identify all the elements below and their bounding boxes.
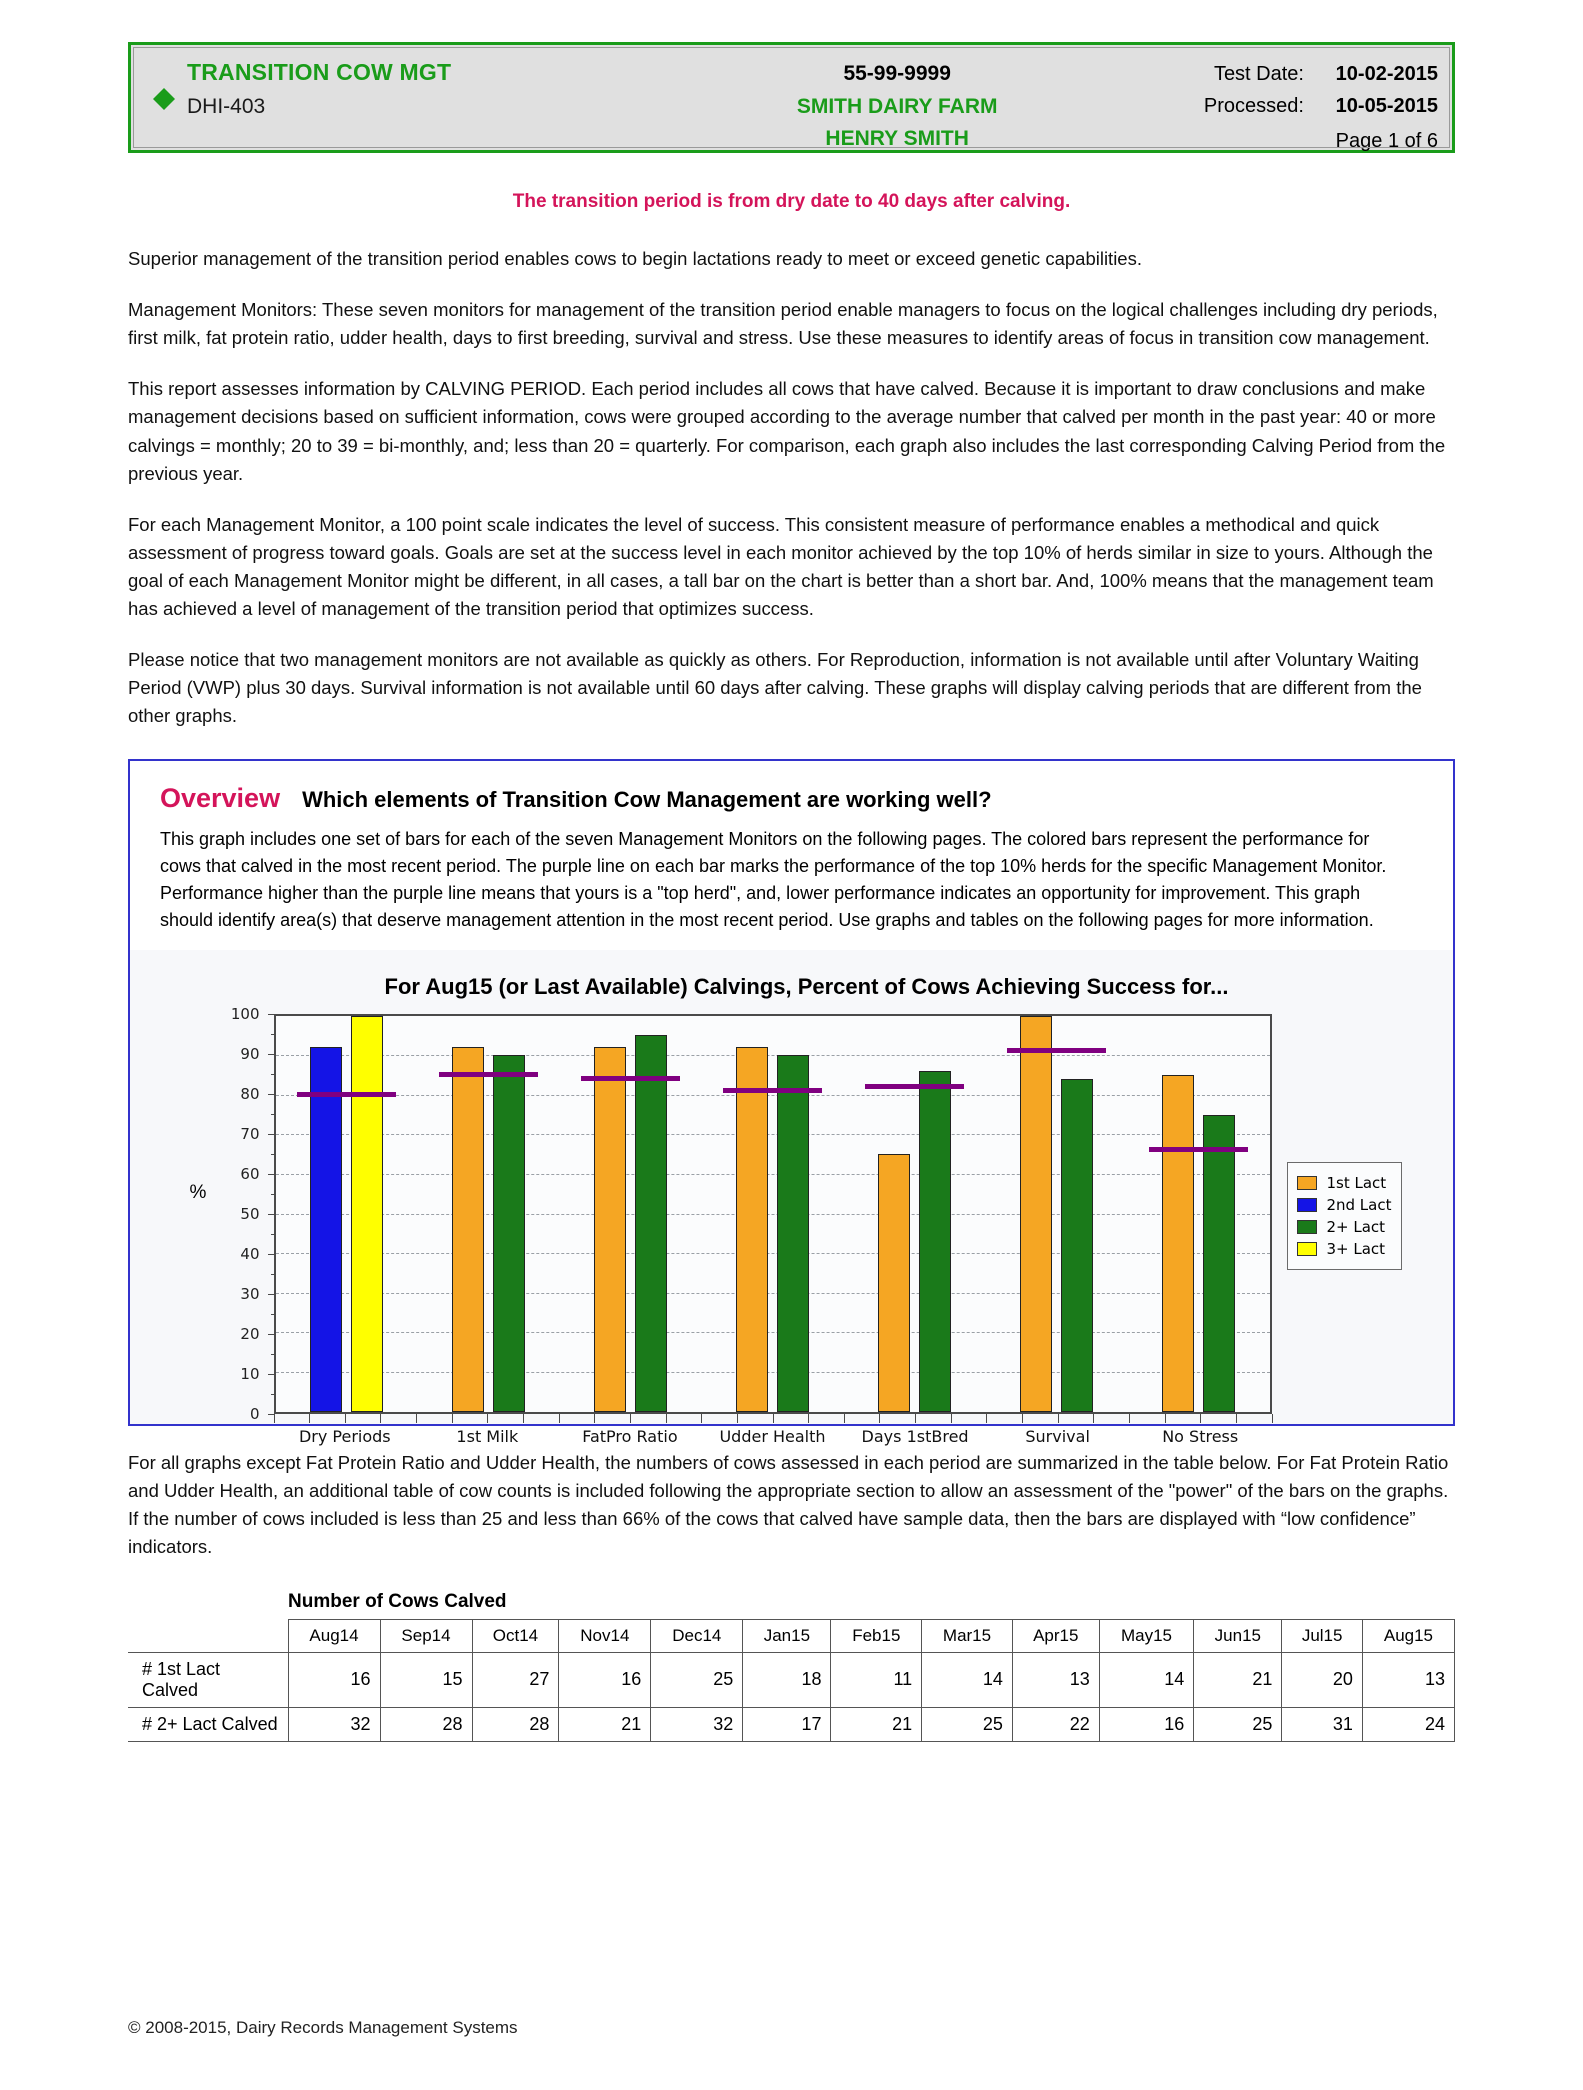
overview-chart xyxy=(130,950,1453,1446)
legend-swatch xyxy=(1297,1242,1317,1256)
y-tick-label: 50 xyxy=(240,1204,260,1223)
processed-row xyxy=(1109,90,1438,122)
x-tick-mark xyxy=(701,1414,702,1423)
y-tick-mark xyxy=(268,1254,275,1255)
y-tick-minor xyxy=(271,1114,275,1115)
chart-bar xyxy=(452,1047,484,1411)
y-tick-minor xyxy=(271,1194,275,1195)
chart-bar xyxy=(1203,1115,1235,1412)
x-tick-label: 1st Milk xyxy=(456,1426,519,1446)
y-tick-minor xyxy=(271,1234,275,1235)
table-cell: 32 xyxy=(288,1707,380,1741)
cows-table-title: Number of Cows Calved xyxy=(288,1590,507,1612)
herd-number: 55-99-9999 xyxy=(843,62,951,85)
x-tick-label: FatPro Ratio xyxy=(582,1426,678,1446)
table-column-header: Dec14 xyxy=(651,1619,743,1652)
x-tick-mark xyxy=(416,1414,417,1423)
intro-paragraph-2: Management Monitors: These seven monitors for management of the transition period enable managers to focus on the logical challenges including dry periods, first milk, fat protein ratio, udder health, days to first breeding, survival and stress. Use these measures to identify areas of focus in transition cow management. xyxy=(128,299,1438,349)
y-tick-label: 90 xyxy=(240,1044,260,1063)
transition-headline: The transition period is from dry date to 40 days after calving. xyxy=(512,191,1071,212)
table-cell: 21 xyxy=(1194,1652,1282,1707)
x-tick-mark xyxy=(737,1414,738,1423)
y-tick-minor xyxy=(271,1354,275,1355)
table-cell: 21 xyxy=(831,1707,922,1741)
chart-bar xyxy=(919,1071,951,1412)
goal-line xyxy=(439,1072,538,1077)
y-tick-mark xyxy=(268,1174,275,1175)
table-cell: 28 xyxy=(380,1707,472,1741)
table-column-header: Jul15 xyxy=(1282,1619,1362,1652)
legend-item xyxy=(1297,1196,1391,1214)
chart-bar xyxy=(493,1055,525,1411)
table-column-header: Aug15 xyxy=(1362,1619,1454,1652)
table-corner-cell xyxy=(128,1619,288,1652)
table-column-header: Apr15 xyxy=(1012,1619,1099,1652)
y-tick-label: 60 xyxy=(240,1164,260,1183)
x-tick-mark xyxy=(986,1414,987,1423)
legend-item xyxy=(1297,1240,1391,1258)
y-axis-ticks xyxy=(212,1004,268,1423)
table-column-header: Nov14 xyxy=(559,1619,651,1652)
gridline xyxy=(276,1372,1270,1373)
chart-plot-area xyxy=(172,1004,1412,1446)
intro-paragraph-1: Superior management of the transition period enables cows to begin lactations ready to meet or exceed genetic capabilities. xyxy=(128,248,1142,269)
table-column-header: Feb15 xyxy=(831,1619,922,1652)
x-tick-label: Days 1stBred xyxy=(861,1426,969,1446)
legend-label: 3+ Lact xyxy=(1326,1239,1386,1258)
table-cell: 16 xyxy=(288,1652,380,1707)
x-tick-mark xyxy=(309,1414,310,1423)
table-cell: 25 xyxy=(651,1652,743,1707)
legend-label: 1st Lact xyxy=(1326,1173,1387,1192)
x-tick-mark xyxy=(1165,1414,1166,1423)
legend-item xyxy=(1297,1174,1391,1192)
x-axis-labels xyxy=(274,1427,1272,1453)
legend-label: 2+ Lact xyxy=(1326,1217,1386,1236)
table-cell: 28 xyxy=(472,1707,559,1741)
table-cell: 25 xyxy=(1194,1707,1282,1741)
x-tick-label: Survival xyxy=(1025,1426,1090,1446)
processed-label: Processed: xyxy=(1203,95,1304,117)
table-cell: 32 xyxy=(651,1707,743,1741)
y-tick-mark xyxy=(268,1374,275,1375)
table-row-label: # 2+ Lact Calved xyxy=(128,1707,288,1741)
table-cell: 27 xyxy=(472,1652,559,1707)
y-tick-label: 70 xyxy=(240,1124,260,1143)
table-column-header: Mar15 xyxy=(922,1619,1013,1652)
chart-bar xyxy=(736,1047,768,1411)
table-cell: 16 xyxy=(559,1652,651,1707)
y-tick-mark xyxy=(268,1214,275,1215)
chart-bar xyxy=(351,1016,383,1412)
goal-line xyxy=(723,1088,822,1093)
table-cell: 11 xyxy=(831,1652,922,1707)
y-tick-minor xyxy=(271,1154,275,1155)
table-column-header: Oct14 xyxy=(472,1619,559,1652)
cows-calved-table xyxy=(128,1619,1455,1742)
x-tick-mark xyxy=(915,1414,916,1423)
header-center xyxy=(686,45,1109,150)
x-tick-mark xyxy=(1058,1414,1059,1423)
x-tick-mark xyxy=(1093,1414,1094,1423)
y-tick-mark xyxy=(268,1014,275,1015)
y-tick-label: 40 xyxy=(240,1244,260,1263)
chart-bar xyxy=(1061,1079,1093,1412)
table-row xyxy=(128,1652,1455,1707)
y-tick-mark xyxy=(268,1294,275,1295)
y-axis-label: % xyxy=(189,1181,207,1203)
chart-legend xyxy=(1287,1162,1401,1270)
goal-line xyxy=(865,1084,964,1089)
y-tick-minor xyxy=(271,1274,275,1275)
x-tick-mark xyxy=(1022,1414,1023,1423)
gridline xyxy=(276,1293,1270,1294)
overview-description: This graph includes one set of bars for each of the seven Management Monitors on the following pages. The colored bars represent the performance for cows that calved in the most recent period. The purple line on each bar marks the performance of the top 10% herds for the specific Management Monitor. Performance higher than the purple line means that yours is a "top herd", and, lower performance indicates an opportunity for improvement. This graph should identify area(s) that deserve management attention in the most recent period. Use graphs and tables on the following pages for more information. xyxy=(160,828,1387,930)
table-cell: 13 xyxy=(1362,1652,1454,1707)
legend-swatch xyxy=(1297,1176,1317,1190)
x-tick-mark xyxy=(380,1414,381,1423)
gridline xyxy=(276,1095,1270,1096)
x-tick-mark xyxy=(487,1414,488,1423)
legend-label: 2nd Lact xyxy=(1326,1195,1392,1214)
x-tick-mark xyxy=(879,1414,880,1423)
x-tick-mark xyxy=(844,1414,845,1423)
legend-swatch xyxy=(1297,1220,1317,1234)
x-tick-mark xyxy=(1236,1414,1237,1423)
header-left xyxy=(131,45,686,150)
y-tick-mark xyxy=(268,1334,275,1335)
y-tick-label: 10 xyxy=(240,1364,260,1383)
table-row-label: # 1st Lact Calved xyxy=(128,1652,288,1707)
goal-line xyxy=(297,1092,396,1097)
table-column-header: Jan15 xyxy=(743,1619,831,1652)
x-tick-mark xyxy=(808,1414,809,1423)
report-page xyxy=(0,42,1583,2090)
test-date-row xyxy=(1109,58,1438,90)
x-tick-mark xyxy=(1272,1414,1273,1423)
intro-paragraph-3: This report assesses information by CALVING PERIOD. Each period includes all cows that have calved. Because it is important to draw conclusions and make management decisions based on sufficient information, cows were grouped according to the average number that calved per month in the past year: 40 or more calvings = monthly; 20 to 39 = bi-monthly, and; less than 20 = quarterly. For comparison, each graph also includes the last corresponding Calving Period from the previous year. xyxy=(128,378,1446,484)
test-date-value: 10-02-2015 xyxy=(1335,63,1438,85)
y-tick-label: 80 xyxy=(240,1084,260,1103)
chart-bar xyxy=(594,1047,626,1411)
goal-line xyxy=(1149,1147,1248,1152)
report-header xyxy=(128,42,1455,153)
footer-copyright: © 2008-2015, Dairy Records Management Systems xyxy=(128,2018,518,2037)
y-tick-label: 100 xyxy=(230,1004,260,1023)
x-tick-mark xyxy=(630,1414,631,1423)
gridline xyxy=(276,1174,1270,1175)
owner-name: HENRY SMITH xyxy=(825,127,969,151)
x-tick-label: Dry Periods xyxy=(298,1426,391,1446)
table-cell: 18 xyxy=(743,1652,831,1707)
processed-value: 10-05-2015 xyxy=(1335,95,1438,117)
table-cell: 22 xyxy=(1012,1707,1099,1741)
chart-bar xyxy=(777,1055,809,1411)
x-tick-mark xyxy=(523,1414,524,1423)
table-header-row xyxy=(128,1619,1455,1652)
table-explanation: For all graphs except Fat Protein Ratio and Udder Health, the numbers of cows assessed in each period are summarized in the table below. For Fat Protein Ratio and Udder Health, an additional table of cow counts is included following the appropriate section to allow an assessment of the "power" of the bars on the graphs. If the number of cows included is less than 25 and less than 66% of the cows that calved have sample data, then the bars are displayed with “low confidence” indicators. xyxy=(128,1451,1449,1557)
table-column-header: Aug14 xyxy=(288,1619,380,1652)
table-column-header: May15 xyxy=(1099,1619,1194,1652)
x-tick-mark xyxy=(1129,1414,1130,1423)
header-right xyxy=(1109,45,1452,150)
y-tick-label: 0 xyxy=(249,1404,260,1423)
table-cell: 16 xyxy=(1099,1707,1194,1741)
table-row xyxy=(128,1707,1455,1741)
x-tick-mark xyxy=(951,1414,952,1423)
chart-title: For Aug15 (or Last Available) Calvings, Percent of Cows Achieving Success for... xyxy=(384,973,1229,999)
table-cell: 24 xyxy=(1362,1707,1454,1741)
x-tick-label: Udder Health xyxy=(719,1426,826,1446)
chart-axes xyxy=(274,1014,1272,1414)
table-cell: 17 xyxy=(743,1707,831,1741)
intro-paragraph-5: Please notice that two management monitors are not available as quickly as others. For Reproduction, information is not available until after Voluntary Waiting Period (VWP) plus 30 days. Survival information is not available until 60 days after calving. These graphs will display calving periods that are different from the other graphs. xyxy=(128,649,1422,727)
chart-bar xyxy=(1162,1075,1194,1412)
chart-bar xyxy=(1020,1016,1052,1412)
gridline xyxy=(276,1332,1270,1333)
x-tick-mark xyxy=(559,1414,560,1423)
table-column-header: Jun15 xyxy=(1194,1619,1282,1652)
y-tick-minor xyxy=(271,1074,275,1075)
gridline xyxy=(276,1134,1270,1135)
y-tick-minor xyxy=(271,1034,275,1035)
y-tick-label: 30 xyxy=(240,1284,260,1303)
x-tick-mark xyxy=(666,1414,667,1423)
table-column-header: Sep14 xyxy=(380,1619,472,1652)
report-title: TRANSITION COW MGT xyxy=(187,59,452,85)
y-tick-minor xyxy=(271,1394,275,1395)
overview-question: Which elements of Transition Cow Management are working well? xyxy=(302,786,992,812)
overview-label: Overview xyxy=(160,782,281,813)
table-cell: 20 xyxy=(1282,1652,1362,1707)
table-cell: 21 xyxy=(559,1707,651,1741)
overview-heading xyxy=(130,761,1453,814)
y-tick-label: 20 xyxy=(240,1324,260,1343)
x-tick-mark xyxy=(1200,1414,1201,1423)
intro-paragraph-4: For each Management Monitor, a 100 point scale indicates the level of success. This consistent measure of performance enables a methodical and quick assessment of progress toward goals. Goals are set at the success level in each monitor achieved by the top 10% of herds similar in size to yours. Although the goal of each Management Monitor might be different, in all cases, a tall bar on the chart is better than a short bar. And, 100% means that the management team has achieved a level of management of the transition period that optimizes success. xyxy=(128,513,1434,620)
gridline xyxy=(276,1055,1270,1056)
farm-name: SMITH DAIRY FARM xyxy=(796,94,998,118)
x-tick-mark xyxy=(594,1414,595,1423)
x-tick-mark xyxy=(345,1414,346,1423)
table-cell: 14 xyxy=(922,1652,1013,1707)
y-tick-mark xyxy=(268,1414,275,1415)
goal-line xyxy=(581,1076,680,1081)
y-tick-mark xyxy=(268,1094,275,1095)
goal-line xyxy=(1007,1048,1106,1053)
table-cell: 13 xyxy=(1012,1652,1099,1707)
form-code: DHI-403 xyxy=(187,95,266,119)
test-date-label: Test Date: xyxy=(1213,63,1304,85)
y-tick-mark xyxy=(268,1054,275,1055)
chart-bar xyxy=(635,1035,667,1411)
table-cell: 25 xyxy=(922,1707,1013,1741)
x-axis-ticks xyxy=(274,1414,1272,1423)
x-tick-label: No Stress xyxy=(1162,1426,1239,1446)
y-tick-mark xyxy=(268,1134,275,1135)
y-tick-minor xyxy=(271,1314,275,1315)
diamond-icon xyxy=(153,77,175,99)
gridline xyxy=(276,1214,1270,1215)
x-tick-mark xyxy=(773,1414,774,1423)
table-cell: 15 xyxy=(380,1652,472,1707)
chart-bar xyxy=(878,1154,910,1411)
x-tick-mark xyxy=(274,1414,275,1423)
overview-section xyxy=(128,759,1455,1446)
legend-item xyxy=(1297,1218,1391,1236)
chart-bar xyxy=(310,1047,342,1411)
gridline xyxy=(276,1253,1270,1254)
x-tick-mark xyxy=(452,1414,453,1423)
table-cell: 31 xyxy=(1282,1707,1362,1741)
table-cell: 14 xyxy=(1099,1652,1194,1707)
legend-swatch xyxy=(1297,1198,1317,1212)
page-indicator: Page 1 of 6 xyxy=(1335,130,1438,152)
